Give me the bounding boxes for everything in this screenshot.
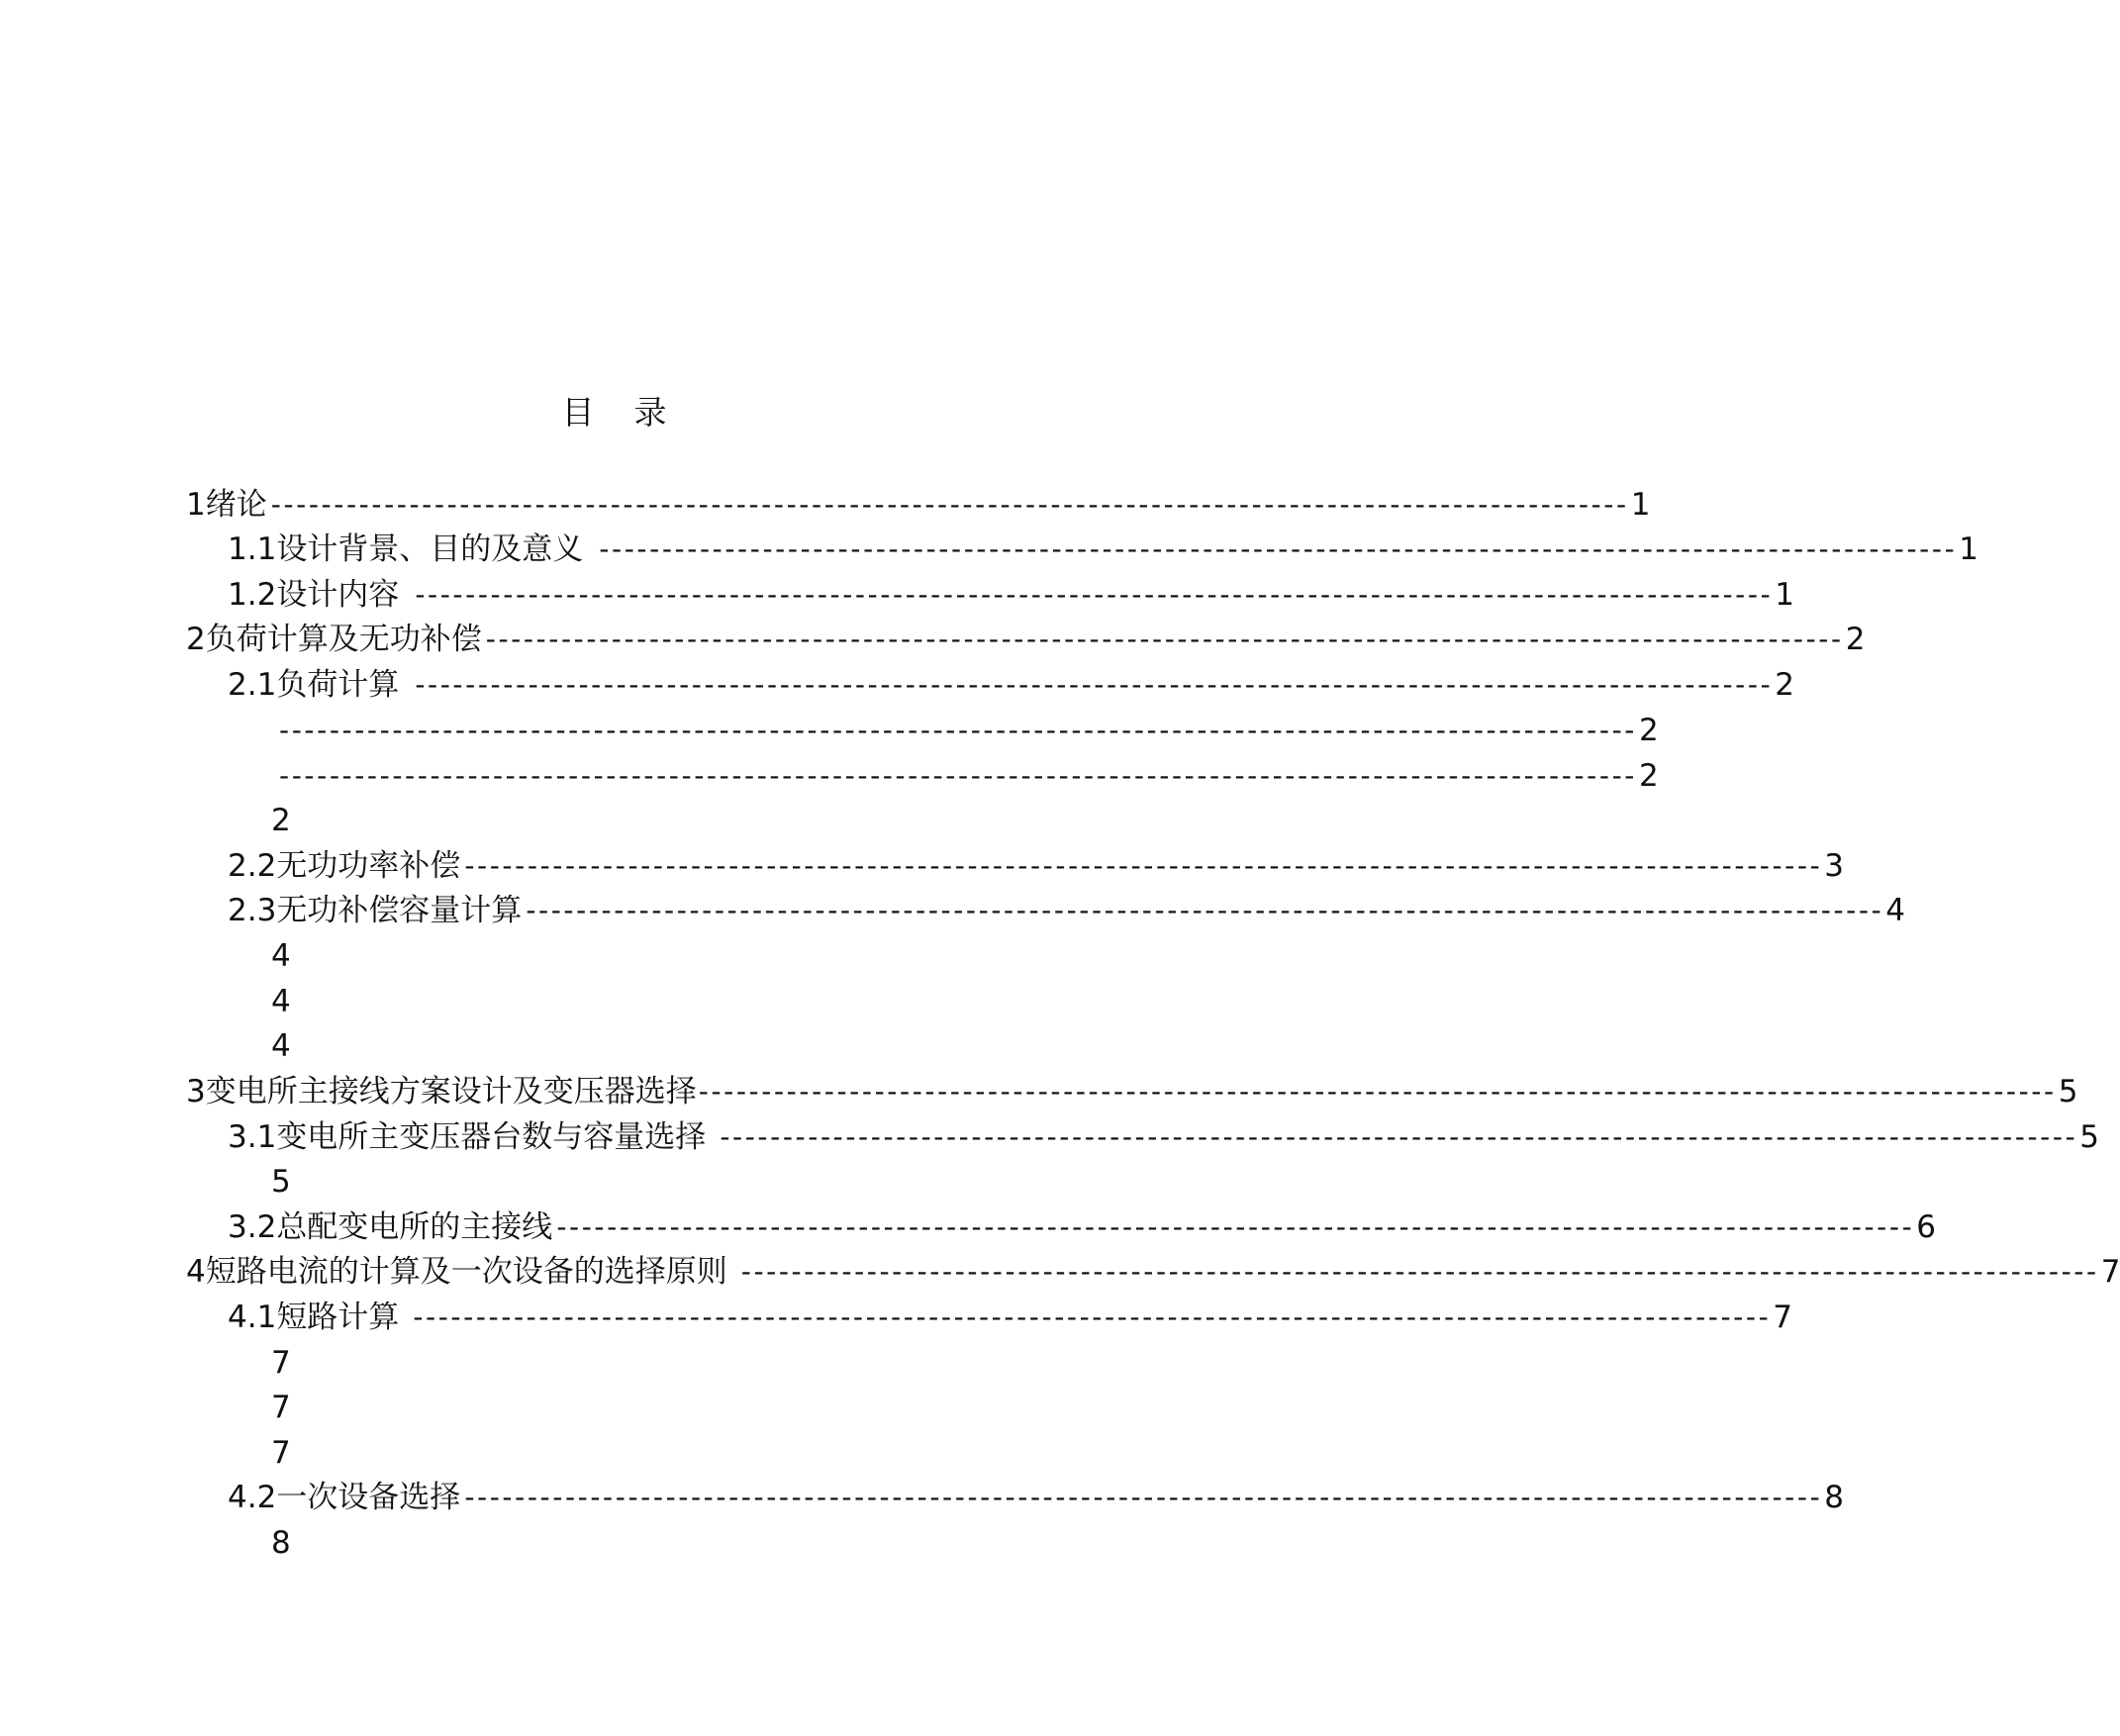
toc-leader: ------------------------------------------------------------------------------------------------------------ (556, 1210, 1915, 1243)
toc-leader: ------------------------------------------------------------------------------------------------------------ (464, 1481, 1823, 1513)
toc-title (0, 389, 1228, 436)
toc-entry[interactable] (228, 572, 1795, 618)
toc-entry-page: 4 (1885, 893, 1906, 928)
toc-entry-number: 2.1 (228, 667, 277, 703)
toc-leader: ------------------------------------------------------------------------------------------------------------ (599, 532, 1958, 565)
toc-entry[interactable] (186, 1069, 2078, 1114)
toc-entry-number: 1 (186, 487, 206, 523)
toc-entry-number: 3 (186, 1074, 206, 1109)
toc-leader: ------------------------------------------------------------------------------------------------------------ (698, 1075, 2057, 1108)
toc-entry[interactable] (186, 482, 1651, 528)
toc-entry-page: 5 (2058, 1074, 2078, 1109)
toc-entry-page: 8 (1824, 1480, 1845, 1515)
toc-leader: ------------------------------------------------------------------------------------------------------------ (526, 894, 1884, 926)
toc-entry[interactable] (228, 1205, 1937, 1250)
toc-leader: ------------------------------------------------------------------------------------------------------------ (413, 1301, 1772, 1333)
toc-entry-number: 1.2 (228, 577, 277, 613)
toc-entry-label: 变电所主变压器台数与容量选择 (276, 1119, 707, 1155)
toc-entry-page: 2 (1638, 758, 1659, 794)
toc-title-char-1: 目 (561, 393, 595, 432)
toc-entry[interactable] (228, 843, 1845, 889)
toc-entry-number: 2.2 (228, 848, 277, 884)
toc-entry[interactable] (279, 708, 1659, 753)
toc-entry-page: 6 (1916, 1209, 1937, 1245)
toc-orphan-page-number: 8 (271, 1525, 291, 1561)
toc-entry-number: 1.1 (228, 531, 277, 567)
toc-entry-page: 2 (1775, 667, 1795, 703)
toc-title-char-2: 录 (633, 393, 667, 432)
toc-entry-page: 1 (1959, 531, 1979, 567)
toc-entry-label: 负荷计算 (276, 667, 400, 703)
toc-orphan-page-number: 4 (271, 1028, 291, 1064)
toc-orphan-page-number: 4 (271, 938, 291, 974)
toc-entry-label: 负荷计算及无功补偿 (205, 622, 482, 657)
toc-entry[interactable] (228, 527, 1979, 572)
toc-leader: ------------------------------------------------------------------------------------------------------------ (279, 714, 1637, 746)
toc-leader: ------------------------------------------------------------------------------------------------------------ (279, 759, 1637, 792)
toc-entry-page: 7 (1773, 1300, 1793, 1335)
toc-entry-page: 7 (2100, 1254, 2120, 1290)
toc-leader: ------------------------------------------------------------------------------------------------------------ (720, 1120, 2078, 1153)
toc-entry-label: 一次设备选择 (276, 1480, 461, 1515)
toc-entry-number: 4.1 (228, 1300, 277, 1335)
toc-orphan-page-number: 7 (271, 1345, 291, 1381)
toc-entry-number: 4 (186, 1254, 206, 1290)
toc-entry-page: 1 (1630, 487, 1651, 523)
toc-entry[interactable] (228, 662, 1795, 708)
toc-leader: ------------------------------------------------------------------------------------------------------------ (415, 578, 1774, 611)
toc-orphan-page-number: 7 (271, 1390, 291, 1425)
toc-entry-label: 设计内容 (276, 577, 400, 613)
toc-entry-page: 2 (1845, 622, 1866, 657)
toc-leader: ------------------------------------------------------------------------------------------------------------ (270, 488, 1629, 521)
toc-leader: ------------------------------------------------------------------------------------------------------------ (740, 1255, 2099, 1288)
toc-entry[interactable] (228, 888, 1906, 933)
toc-entry[interactable] (228, 1114, 2100, 1160)
toc-entry[interactable] (279, 753, 1659, 799)
toc-leader: ------------------------------------------------------------------------------------------------------------ (464, 849, 1823, 882)
toc-entry-page: 3 (1824, 848, 1845, 884)
toc-leader: ------------------------------------------------------------------------------------------------------------ (485, 623, 1844, 655)
toc-leader: ------------------------------------------------------------------------------------------------------------ (415, 668, 1774, 701)
toc-entry-number: 4.2 (228, 1480, 277, 1515)
toc-entry-label: 变电所主接线方案设计及变压器选择 (205, 1074, 697, 1109)
toc-entry-number: 3.1 (228, 1119, 277, 1155)
toc-entry-number: 2.3 (228, 893, 277, 928)
toc-entry-page: 1 (1775, 577, 1795, 613)
toc-entry-number: 2 (186, 622, 206, 657)
toc-entry-label: 设计背景、目的及意义 (276, 531, 584, 567)
toc-entry-label: 总配变电所的主接线 (276, 1209, 553, 1245)
toc-orphan-page-number: 4 (271, 984, 291, 1019)
toc-entry[interactable] (186, 617, 1866, 662)
toc-entry[interactable] (186, 1249, 2120, 1295)
toc-entry-label: 绪论 (205, 487, 267, 523)
toc-entry-label: 短路计算 (276, 1300, 400, 1335)
toc-entry-page: 2 (1638, 713, 1659, 748)
toc-entry-label: 短路电流的计算及一次设备的选择原则 (205, 1254, 727, 1290)
toc-orphan-page-number: 7 (271, 1435, 291, 1471)
toc-orphan-page-number: 2 (271, 803, 291, 838)
toc-entry-page: 5 (2079, 1119, 2100, 1155)
toc-entry-number: 3.2 (228, 1209, 277, 1245)
toc-entry[interactable] (228, 1475, 1845, 1520)
toc-orphan-page-number: 5 (271, 1164, 291, 1200)
toc-entry-label: 无功功率补偿 (276, 848, 461, 884)
toc-entry-label: 无功补偿容量计算 (276, 893, 523, 928)
toc-entry[interactable] (228, 1295, 1793, 1340)
